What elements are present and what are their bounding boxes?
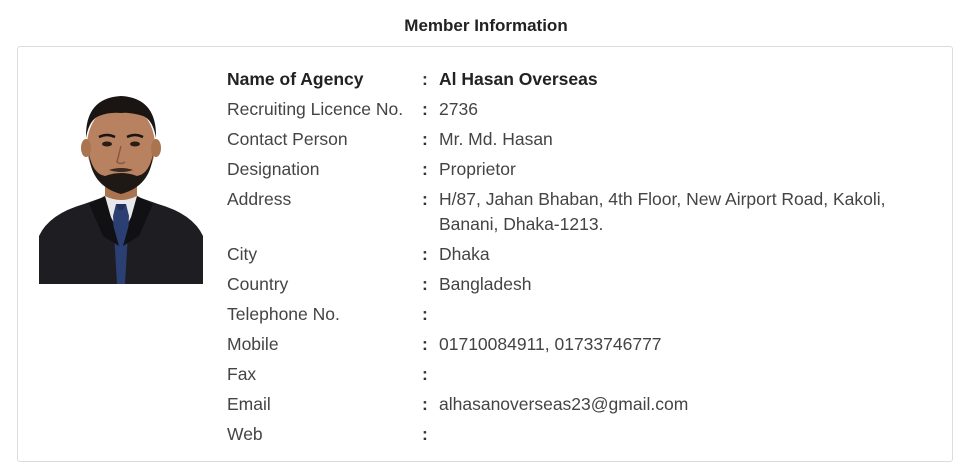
field-label: Fax (227, 364, 257, 384)
field-label: Address (227, 189, 292, 209)
field-separator: : (422, 159, 428, 179)
field-separator: : (422, 274, 428, 294)
email-link[interactable]: alhasanoverseas23@gmail.com (439, 394, 689, 414)
field-label: Web (227, 424, 263, 444)
field-value: 01710084911, 01733746777 (439, 334, 662, 354)
field-separator: : (422, 424, 428, 444)
field-row-mobile (227, 332, 943, 357)
field-separator: : (422, 99, 428, 119)
field-label: Telephone No. (227, 304, 340, 324)
field-value: 2736 (439, 99, 478, 119)
field-label: Name of Agency (227, 69, 364, 89)
field-label: Mobile (227, 334, 279, 354)
field-row-agency-name (227, 67, 943, 92)
field-value: Mr. Md. Hasan (439, 129, 553, 149)
field-value: Dhaka (439, 244, 490, 264)
field-row-fax (227, 362, 943, 387)
field-value: H/87, Jahan Bhaban, 4th Floor, New Airport Road, Kakoli, Banani, Dhaka-1213. (439, 189, 886, 234)
field-separator: : (422, 189, 428, 209)
field-label: Email (227, 394, 271, 414)
field-label: Recruiting Licence No. (227, 99, 404, 119)
field-separator: : (422, 394, 428, 414)
field-separator: : (422, 334, 428, 354)
field-separator: : (422, 244, 428, 264)
field-value: Proprietor (439, 159, 516, 179)
field-label: City (227, 244, 258, 264)
member-details (227, 67, 943, 452)
field-label: Country (227, 274, 289, 294)
field-separator: : (422, 304, 428, 324)
member-info-card (17, 46, 953, 462)
field-separator: : (422, 69, 428, 89)
field-row-web (227, 422, 943, 447)
field-row-country (227, 272, 943, 297)
field-label: Designation (227, 159, 320, 179)
field-separator: : (422, 364, 428, 384)
field-value: Bangladesh (439, 274, 532, 294)
field-row-telephone (227, 302, 943, 327)
field-separator: : (422, 129, 428, 149)
field-row-email (227, 392, 943, 417)
page-title: Member Information (404, 16, 568, 35)
member-photo (39, 86, 203, 284)
field-row-licence-no (227, 97, 943, 122)
field-row-address (227, 187, 943, 237)
field-row-contact-person (227, 127, 943, 152)
field-label: Contact Person (227, 129, 348, 149)
field-value: Al Hasan Overseas (439, 69, 598, 89)
field-row-designation (227, 157, 943, 182)
field-row-city (227, 242, 943, 267)
